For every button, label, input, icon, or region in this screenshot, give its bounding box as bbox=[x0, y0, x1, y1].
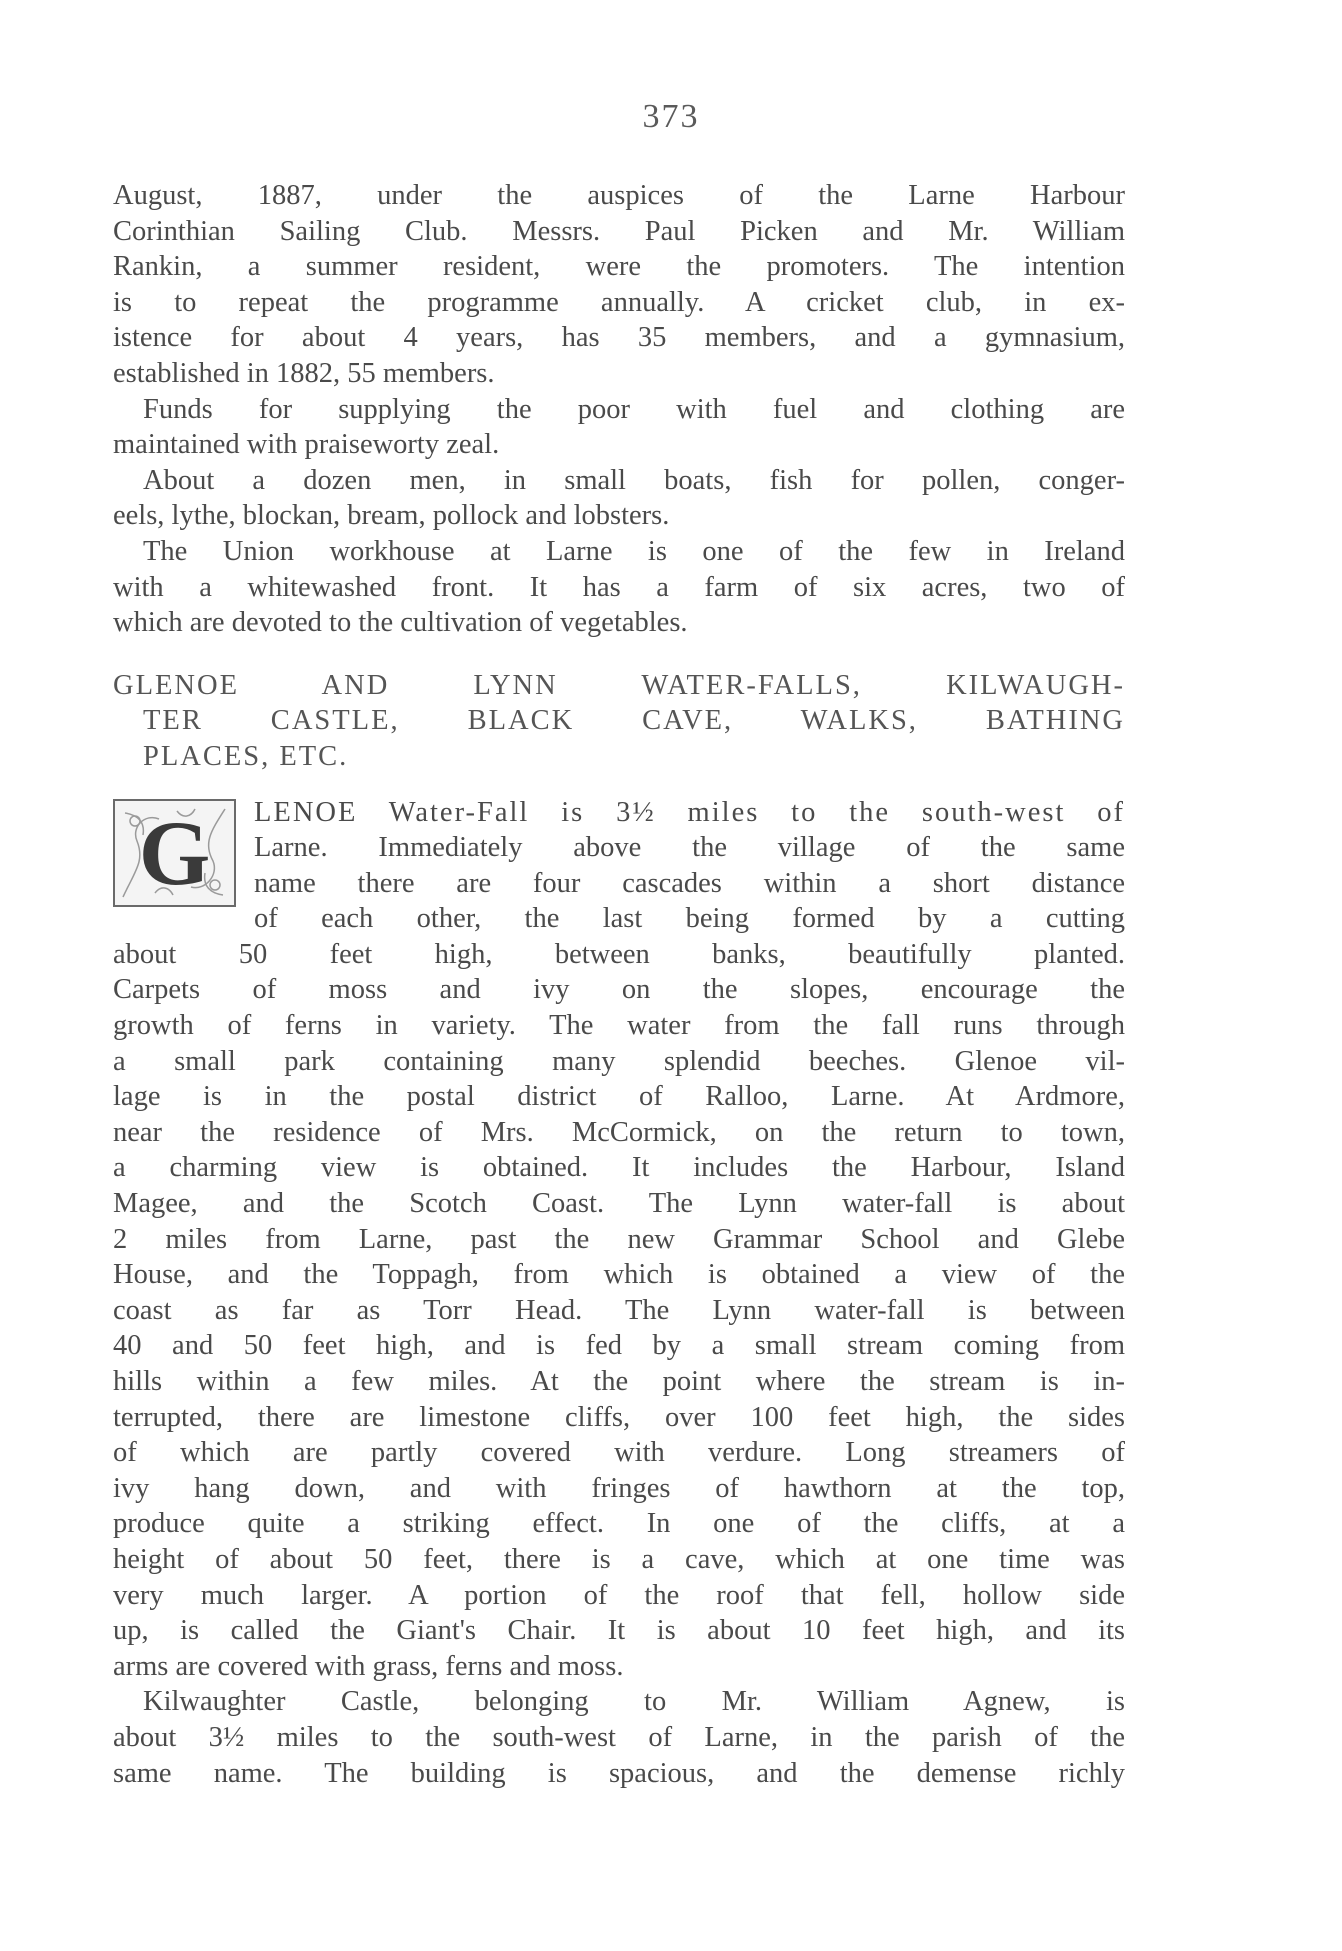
text-line: Funds for supplying the poor with fuel and clothing are bbox=[143, 393, 1125, 425]
text-line: Kilwaughter Castle, belonging to Mr. William Agnew, is bbox=[143, 1686, 1125, 1718]
text-line: istence for about 4 years, has 35 members, and a gymnasium, bbox=[113, 322, 1125, 354]
paragraph-poor-funds bbox=[113, 392, 1125, 463]
text-line: of each other, the last being formed by a cutting bbox=[254, 903, 1125, 935]
text-line: maintained with praiseworty zeal. bbox=[113, 429, 500, 461]
text-line: The Union workhouse at Larne is one of the few in Ireland bbox=[143, 535, 1125, 567]
text-line: arms are covered with grass, ferns and moss. bbox=[113, 1650, 624, 1682]
text-line: height of about 50 feet, there is a cave, which at one time was bbox=[113, 1543, 1125, 1575]
text-line: hills within a few miles. At the point where the stream is in- bbox=[113, 1366, 1125, 1397]
paragraph-workhouse bbox=[113, 534, 1125, 641]
page-number: 373 bbox=[642, 98, 700, 135]
text-line: LENOE Water-Fall is 3½ miles to the south-west of bbox=[254, 796, 1125, 828]
text-line: a charming view is obtained. It includes the Harbour, Island bbox=[113, 1152, 1125, 1184]
section-heading bbox=[113, 668, 1125, 775]
text-line: name there are four cascades within a short distance bbox=[254, 867, 1125, 899]
text-line: about 50 feet high, between banks, beautifully planted. bbox=[113, 938, 1125, 970]
text-line: ivy hang down, and with fringes of hawthorn at the top, bbox=[113, 1472, 1125, 1504]
text-line: Magee, and the Scotch Coast. The Lynn water-fall is about bbox=[113, 1188, 1125, 1220]
text-below-initial bbox=[113, 937, 1125, 1684]
text-beside-initial bbox=[113, 795, 1125, 937]
text-line: 40 and 50 feet high, and is fed by a small stream coming from bbox=[113, 1330, 1125, 1362]
paragraph-fishing bbox=[113, 463, 1125, 534]
text-line: of which are partly covered with verdure. Long streamers of bbox=[113, 1437, 1125, 1469]
text-line: About a dozen men, in small boats, fish for pollen, conger- bbox=[143, 464, 1125, 496]
text-line: House, and the Toppagh, from which is obtained a view of the bbox=[113, 1259, 1125, 1291]
text-line: 2 miles from Larne, past the new Grammar School and Glebe bbox=[113, 1223, 1125, 1255]
text-line: a small park containing many splendid beeches. Glenoe vil- bbox=[113, 1045, 1125, 1077]
ornamental-initial bbox=[113, 799, 236, 907]
text-line: very much larger. A portion of the roof that fell, hollow side bbox=[113, 1579, 1125, 1611]
heading-line: GLENOE AND LYNN WATER-FALLS, KILWAUGH- bbox=[113, 669, 1125, 701]
text-line: Corinthian Sailing Club. Messrs. Paul Picken and Mr. William bbox=[113, 215, 1125, 247]
text-line: Carpets of moss and ivy on the slopes, encourage the bbox=[113, 974, 1125, 1006]
heading-line: TER CASTLE, BLACK CAVE, WALKS, BATHING bbox=[143, 705, 1125, 737]
text-line: up, is called the Giant's Chair. It is about 10 feet high, and its bbox=[113, 1615, 1125, 1647]
text-line: near the residence of Mrs. McCormick, on the return to town, bbox=[113, 1116, 1125, 1148]
text-line: lage is in the postal district of Ralloo, Larne. At Ardmore, bbox=[113, 1081, 1125, 1113]
text-line: is to repeat the programme annually. A cricket club, in ex- bbox=[113, 286, 1125, 318]
text-line: eels, lythe, blockan, bream, pollock and lobsters. bbox=[113, 500, 670, 532]
text-line: with a whitewashed front. It has a farm of six acres, two of bbox=[113, 571, 1125, 603]
text-line: which are devoted to the cultivation of vegetables. bbox=[113, 607, 688, 639]
text-line: coast as far as Torr Head. The Lynn water-fall is between bbox=[113, 1294, 1125, 1326]
text-line: Rankin, a summer resident, were the promoters. The intention bbox=[113, 251, 1125, 283]
text-line: same name. The building is spacious, and the demense richly bbox=[113, 1757, 1125, 1789]
text-line: about 3½ miles to the south-west of Larne, in the parish of the bbox=[113, 1721, 1125, 1753]
paragraph-sailing-club bbox=[113, 178, 1125, 392]
text-line: growth of ferns in variety. The water from the fall runs through bbox=[113, 1010, 1125, 1042]
text-line: established in 1882, 55 members. bbox=[113, 357, 495, 389]
drop-cap-letter: G bbox=[138, 801, 211, 904]
paragraph-glenoe bbox=[113, 795, 1125, 1685]
text-line: Larne. Immediately above the village of the same bbox=[254, 832, 1125, 864]
text-line: terrupted, there are limestone cliffs, over 100 feet high, the sides bbox=[113, 1401, 1125, 1433]
text-line: produce quite a striking effect. In one of the cliffs, at a bbox=[113, 1508, 1125, 1540]
paragraph-kilwaughter bbox=[113, 1684, 1125, 1791]
text-line: August, 1887, under the auspices of the Larne Harbour bbox=[113, 180, 1125, 211]
text-column bbox=[113, 178, 1125, 1791]
heading-line: PLACES, ETC. bbox=[143, 740, 349, 772]
